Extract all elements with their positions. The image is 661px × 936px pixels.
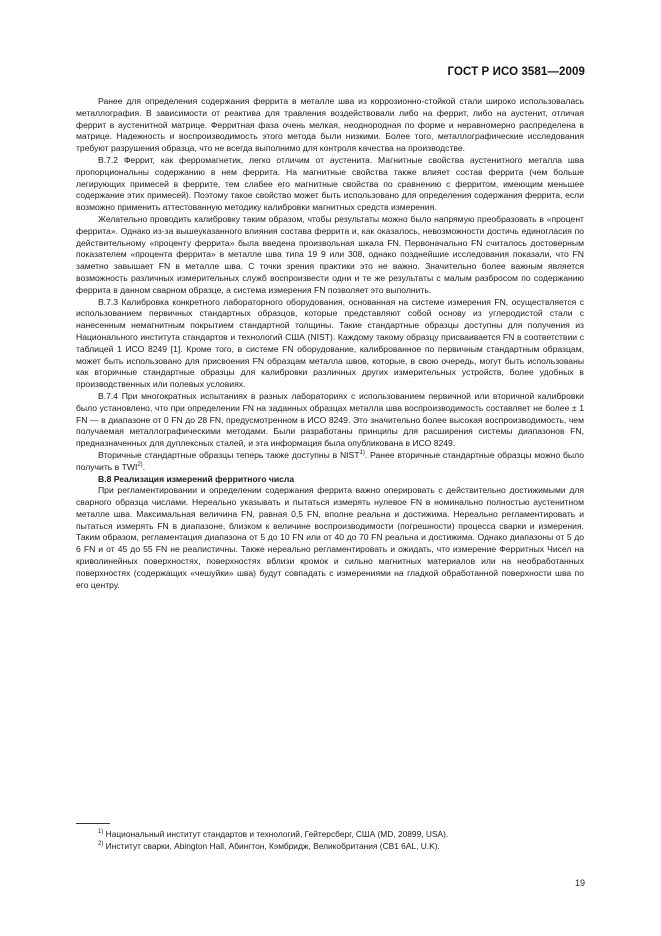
footnote-2-mark: 2) [98,841,104,848]
footnote-ref-1: 1) [359,450,365,457]
paragraph-metallography: Ранее для определения содержания феррита в металле шва из коррозионно-стойкой стали широко использовалась металлография. В зависимости от реактива для травления воздействовали либо на феррит, либо на аустенит, отличая феррит в аустенитной матрице. Ферритная фаза очень мелкая, неоднородная по форме и неравномерно распределена в матрице. Надежность и воспроизводимость этого метода были низкими. Более того, металлографические исследования требуют разрушения образца, что не всегда выполнимо для контроля качества на производстве. [76,96,584,154]
secondary-standards-text-2: . Ранее вторичные стандартные образцы можно было получить в TWI [76,449,584,472]
footnotes [76,828,584,852]
document-header: ГОСТ Р ИСО 3581—2009 [447,66,585,78]
paragraph-b-7-3: В.7.3 Калибровка конкретного лабораторного оборудования, основанная на системе измерения FN, осуществляется с использованием первичных стандартных образцов, которые представляют собой основу из углеродистой стали с нанесенным немагнитным покрытием стандартной толщины. Такие стандартные образцы доступны для получения из Национального института стандартов и технологий США (NIST). Каждому такому образцу присваивается FN в соответствии с таблицей 1 ИСО 8249 [1]. Кроме того, в системе FN оборудование, калиброванное по первичным стандартным образцам, может быть использовано для присвоения FN образцам металла швов, которые, в свою очередь, могут быть использованы как вторичные стандартные образцы для калибровки различных других измерительных устройств, более удобных в производственных или полевых условиях. [76,296,584,390]
footnote-2 [76,840,584,852]
footnote-1 [76,828,584,840]
footnote-ref-2: 2) [137,461,143,468]
footnote-divider [76,823,110,824]
footnote-2-text: Институт сварки, Abington Hall, Абингтон, Кэмбридж, Великобритания (CB1 6AL, U.K). [103,841,440,851]
paragraph-secondary-standards [76,450,584,474]
paragraph-b-8: При регламентировании и определении содержания феррита важно оперировать с действительно достижимыми для сварного образца числами. Нереально указывать и пытаться измерять нулевое FN в номинально полностью аустенитном металле шва. Максимальная величина FN, равная 0,5 FN, вполне реальна и достижима. Нереально регламентировать и пытаться измерять FN в диапазоне, близком к величине воспроизводимости (погрешности) процесса сварки и измерения. Таким образом, регламентация диапазона от 5 до 10 FN или от 40 до 70 FN реальна и достижима. Однако диапазоны от 5 до 6 FN и от 45 до 55 FN не реалистичны. Также нереально регламентировать и ожидать, что измерение Ферритных Чисел на криволинейных поверхностях, поверхностях вблизи кромок и сильно магнитных материалов или на необработанных поверхностях (содержащих «чешуйки» шва) будут совпадать с измерениями на гладкой обработанной поверхности шва по его центру. [76,485,584,590]
footnote-1-mark: 1) [98,829,104,836]
paragraph-calibration-percent: Желательно проводить калибровку таким образом, чтобы результаты можно было напрямую преобразовать в «процент феррита». Однако из-за вышеуказанного влияния состава феррита и, как оказалось, невозможности достичь единогласия по действительному «проценту феррита» была введена произвольная шкала FN. Первоначально FN считалось достоверным показателем «процента феррита» в металле шва типа 19 9 или 308, однако позднейшие исследования показали, что FN заметно завышает FN в металле шва. С точки зрения практики это не важно. Значительно более важным является возможность различных измерительных служб воспроизвести одни и те же результаты с малым разбросом по содержанию феррита в данном сварном образце, а система измерения FN позволяет это выполнить. [76,213,584,295]
document-body [76,96,584,591]
secondary-standards-text-1: Вторичные стандартные образцы теперь также доступны в NIST [98,449,360,460]
section-heading-b-8: В.8 Реализация измерений ферритного числа [98,473,295,484]
footnote-1-text: Национальный институт стандартов и технологий, Гейтерсберг, США (MD, 20899, USA). [103,829,449,839]
secondary-standards-text-3: . [142,461,146,472]
paragraph-b-7-2: В.7.2 Феррит, как ферромагнетик, легко отличим от аустенита. Магнитные свойства аустенитного металла шва пропорциональны содержанию в нем феррита. На магнитные свойства также влияет состав феррита (чем больше легирующих примесей в феррите, тем слабее его магнитные свойства по сравнению с ферритом, имеющим меньшее содержание этих примесей). Поэтому такое свойство может быть использовано для определения содержания феррита, если возможно применить аттестованную методику калибровки магнитных средств измерения. [76,154,584,213]
page-number: 19 [574,878,585,888]
paragraph-b-7-4: В.7.4 При многократных испытаниях в разных лабораториях с использованием первичной или вторичной калибровки было установлено, что при определении FN на заданных образцах металла шва воспроизводимость составляет не более ± 1 FN — в диапазоне от 0 FN до 28 FN, предусмотренном в ИСО 8249. Это значительно более высокая воспроизводимость, чем получаемая металлографическими методами. Были разработаны принципы для расширения системы диапазонов FN, предназначенных для дуплексных сталей, и эта информация была опубликована в ИСО 8249. [76,390,584,449]
